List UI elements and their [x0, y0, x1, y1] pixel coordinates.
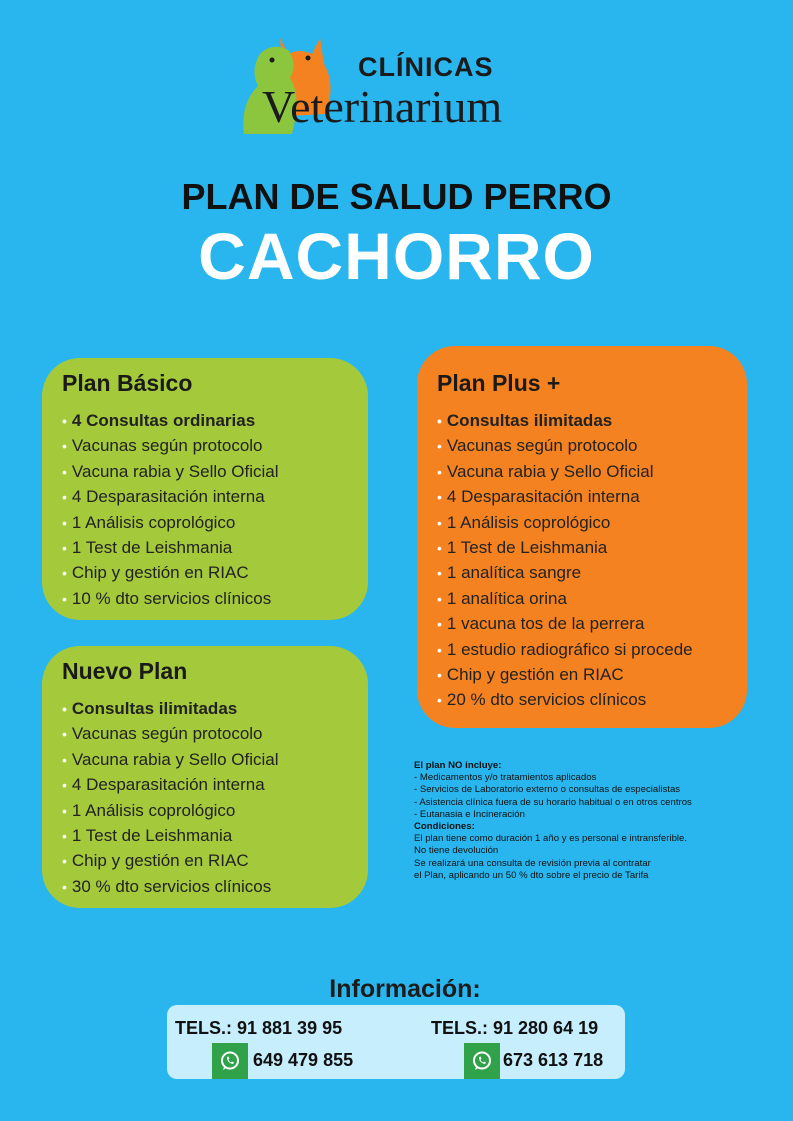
list-item: • 4 Desparasitación interna [62, 772, 279, 797]
list-item: • Vacunas según protocolo [437, 433, 693, 458]
plan-notes [414, 760, 754, 882]
plan-new-title: Nuevo Plan [62, 658, 188, 684]
list-item: • Chip y gestión en RIAC [62, 848, 279, 873]
whatsapp-icon [464, 1043, 500, 1079]
list-item: • Chip y gestión en RIAC [437, 662, 693, 687]
list-item: • Vacuna rabia y Sello Oficial [437, 459, 693, 484]
list-item: • 1 vacuna tos de la perrera [437, 611, 693, 636]
list-item: • 1 Análisis coprológico [62, 510, 279, 535]
list-item: • 1 Análisis coprológico [437, 510, 693, 535]
list-item: • 1 analítica orina [437, 586, 693, 611]
logo-name: Veterinarium [262, 81, 503, 132]
list-item: • 1 Análisis coprológico [62, 798, 279, 823]
list-item: • 20 % dto servicios clínicos [437, 687, 693, 712]
whatsapp-icon [212, 1043, 248, 1079]
list-item: • 1 Test de Leishmania [62, 823, 279, 848]
conditions-header: Condiciones: [414, 821, 475, 833]
plan-new-list [62, 696, 279, 899]
page-subtitle: CACHORRO [198, 219, 595, 293]
conditions-item: Se realizará una consulta de revisión previa al contratar [414, 857, 651, 869]
logo-top-text: CLÍNICAS [358, 52, 494, 82]
conditions-item: El plan tiene como duración 1 año y es personal e intransferible. [414, 833, 688, 845]
excludes-header: El plan NO incluye: [414, 760, 502, 771]
tel-right: TELS.: 91 280 64 19 [431, 1018, 599, 1038]
tel-left: TELS.: 91 881 39 95 [175, 1018, 343, 1038]
clinic-logo [240, 34, 560, 144]
list-item: • Consultas ilimitadas [62, 696, 279, 721]
plan-new-card [42, 646, 368, 908]
list-item: • Vacunas según protocolo [62, 721, 279, 746]
conditions-item: el Plan, aplicando un 50 % dto sobre el precio de Tarifa [414, 869, 649, 881]
list-item: • 1 Test de Leishmania [62, 535, 279, 560]
excludes-item: - Medicamentos y/o tratamientos aplicados [414, 772, 597, 784]
list-item: • Vacuna rabia y Sello Oficial [62, 459, 279, 484]
list-item: • 10 % dto servicios clínicos [62, 586, 279, 611]
page-title: PLAN DE SALUD PERRO [181, 176, 612, 217]
list-item: • 1 analítica sangre [437, 560, 693, 585]
list-item: • 1 estudio radiográfico si procede [437, 637, 693, 662]
list-item: • 4 Consultas ordinarias [62, 408, 279, 433]
whatsapp-left[interactable]: 649 479 855 [253, 1050, 354, 1070]
list-item: • 30 % dto servicios clínicos [62, 874, 279, 899]
list-item: • Vacunas según protocolo [62, 433, 279, 458]
whatsapp-right[interactable]: 673 613 718 [503, 1050, 604, 1070]
contact-box [167, 1005, 625, 1079]
conditions-item: No tiene devolución [414, 845, 499, 857]
info-title: Información: [329, 975, 481, 1003]
list-item: • 4 Desparasitación interna [62, 484, 279, 509]
plan-plus-card [417, 346, 747, 728]
excludes-item: - Servicios de Laboratorio externo o consultas de especialistas [414, 784, 681, 796]
list-item: • Chip y gestión en RIAC [62, 560, 279, 585]
plan-basic-card [42, 358, 368, 620]
plan-basic-list [62, 408, 279, 611]
list-item: • Consultas ilimitadas [437, 408, 693, 433]
excludes-item: - Eutanasia e Incineración [414, 808, 525, 820]
excludes-item: - Asistencia clínica fuera de su horario habitual o en otros centros [414, 796, 692, 808]
list-item: • 1 Test de Leishmania [437, 535, 693, 560]
plan-plus-title: Plan Plus + [437, 370, 561, 396]
list-item: • 4 Desparasitación interna [437, 484, 693, 509]
plan-basic-title: Plan Básico [62, 370, 193, 396]
plan-plus-list [437, 408, 693, 713]
list-item: • Vacuna rabia y Sello Oficial [62, 747, 279, 772]
